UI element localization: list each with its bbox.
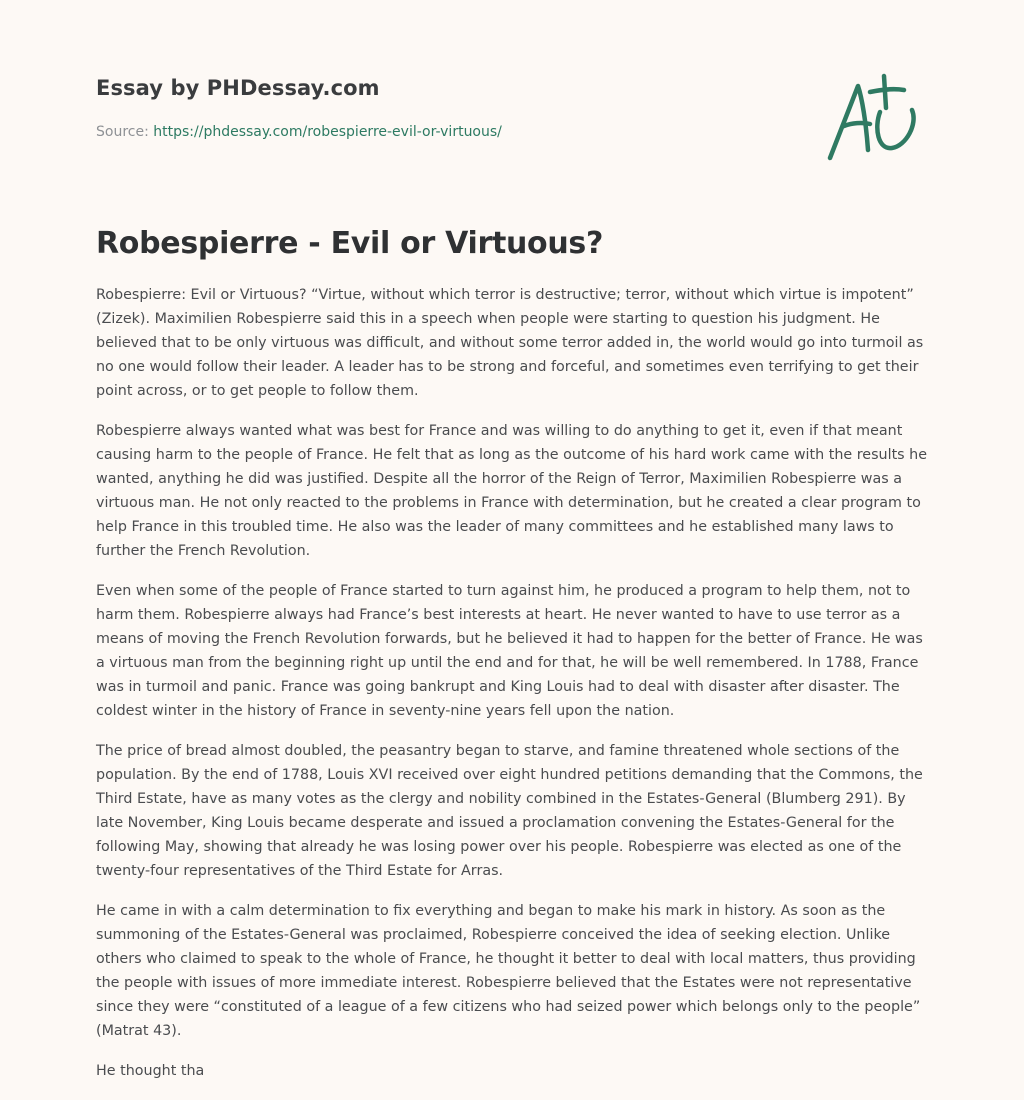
- essay-paragraph-truncated: He thought tha: [96, 1063, 205, 1079]
- essay-title: Robespierre - Evil or Virtuous?: [96, 226, 604, 261]
- source-link[interactable]: https://phdessay.com/robespierre-evil-or-virtuous/: [153, 124, 502, 140]
- essay-paragraph: Even when some of the people of France started to turn against him, he produced a program to help them, not to harm them. Robespierre always had France’s best interests at heart. He never wanted to have to use terror as a means of moving the French Revolution forwards, but he believed it had to happen for the better of France. He was a virtuous man from the beginning right up until the end and for that, he will be well remembered. In 1788, France was in turmoil and panic. France was going bankrupt and King Louis had to deal with disaster after disaster. The coldest winter in the history of France in seventy-nine years fell upon the nation.: [96, 583, 923, 719]
- essay-paragraph: He came in with a calm determination to fix everything and began to make his mark in history. As soon as the summoning of the Estates-General was proclaimed, Robespierre conceived the idea of seeking election. Unlike others who claimed to speak to the whole of France, he thought it better to deal with local matters, thus providing the people with issues of more immediate interest. Robespierre believed that the Estates were not representative since they were “constituted of a league of a few citizens who had seized power which belongs only to the people” (Matrat 43).: [96, 903, 921, 1039]
- source-line: [96, 124, 502, 140]
- essay-paragraph: Robespierre: Evil or Virtuous? “Virtue, without which terror is destructive; terror, without which virtue is impotent” (Zizek). Maximilien Robespierre said this in a speech when people were starting to question his judgment. He believed that to be only virtuous was difficult, and without some terror added in, the world would go into turmoil as no one would follow their leader. A leader has to be strong and forceful, and sometimes even terrifying to get their point across, or to get people to follow them.: [96, 287, 924, 399]
- essay-paragraph: The price of bread almost doubled, the peasantry began to starve, and famine threatened whole sections of the population. By the end of 1788, Louis XVI received over eight hundred petitions demanding that the Commons, the Third Estate, have as many votes as the clergy and nobility combined in the Estates-General (Blumberg 291). By late November, King Louis became desperate and issued a proclamation convening the Estates-General for the following May, showing that already he was losing power over his people. Robespierre was elected as one of the twenty-four representatives of the Third Estate for Arras.: [96, 743, 923, 879]
- site-title: Essay by PHDessay.com: [96, 76, 380, 100]
- a-plus-grade-icon: [822, 68, 926, 164]
- essay-body: [96, 283, 931, 1099]
- essay-paragraph: Robespierre always wanted what was best for France and was willing to do anything to get it, even if that meant causing harm to the people of France. He felt that as long as the outcome of his hard work came with the results he wanted, anything he did was justified. Despite all the horror of the Reign of Terror, Maximilien Robespierre was a virtuous man. He not only reacted to the problems in France with determination, but he created a clear program to help France in this troubled time. He also was the leader of many committees and he established many laws to further the French Revolution.: [96, 423, 928, 559]
- source-label: Source:: [96, 124, 149, 140]
